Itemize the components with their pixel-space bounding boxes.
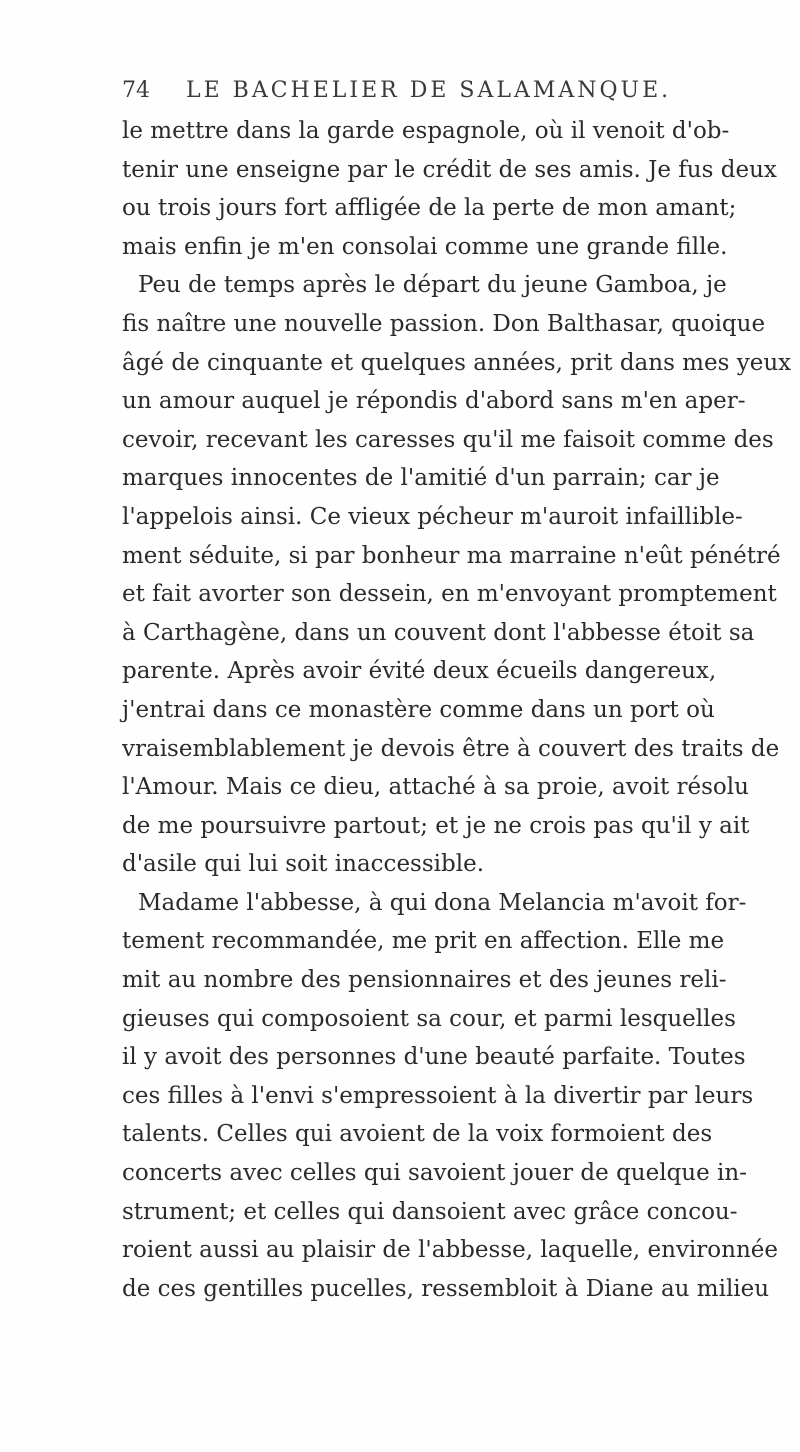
text-line: roient aussi au plaisir de l'abbesse, laquelle, environnée <box>122 1237 778 1264</box>
text-line: gieuses qui composoient sa cour, et parmi lesquelles <box>122 1005 736 1032</box>
page-number: 74 <box>122 78 150 103</box>
text-line: le mettre dans la garde espagnole, où il venoit d'ob- <box>122 118 730 144</box>
running-title: LE BACHELIER DE SALAMANQUE. <box>186 78 672 103</box>
text-line: l'Amour. Mais ce dieu, attaché à sa proie, avoit résolu <box>122 774 749 801</box>
text-line: marques innocentes de l'amitié d'un parrain; car je <box>122 465 720 492</box>
text-line: Madame l'abbesse, à qui dona Melancia m'avoit for- <box>138 889 747 916</box>
text-line: strument; et celles qui dansoient avec grâce concou- <box>122 1198 738 1225</box>
text-line: tenir une enseigne par le crédit de ses amis. Je fus deux <box>122 156 777 183</box>
text-line: d'asile qui lui soit inaccessible. <box>122 851 485 878</box>
text-line: vraisemblablement je devois être à couvert des traits de <box>122 735 780 762</box>
text-line: de me poursuivre partout; et je ne crois pas qu'il y ait <box>122 812 750 839</box>
body-text <box>122 112 792 1308</box>
text-line: j'entrai dans ce monastère comme dans un port où <box>122 696 715 723</box>
text-line: de ces gentilles pucelles, ressembloit à Diane au milieu <box>122 1275 770 1302</box>
text-line: concerts avec celles qui savoient jouer de quelque in- <box>122 1160 747 1187</box>
text-line: talents. Celles qui avoient de la voix formoient des <box>122 1121 713 1148</box>
text-line: parente. Après avoir évité deux écueils dangereux, <box>122 658 717 685</box>
text-line: l'appelois ainsi. Ce vieux pécheur m'auroit infaillible- <box>122 503 743 530</box>
text-line: un amour auquel je répondis d'abord sans m'en aper- <box>122 388 746 415</box>
text-line: tement recommandée, me prit en affection. Elle me <box>122 928 725 955</box>
text-line: à Carthagène, dans un couvent dont l'abbesse étoit sa <box>122 619 755 646</box>
text-line: ces filles à l'envi s'empressoient à la divertir par leurs <box>122 1082 754 1109</box>
text-line: il y avoit des personnes d'une beauté parfaite. Toutes <box>122 1044 746 1071</box>
running-header <box>122 78 672 108</box>
text-line: mit au nombre des pensionnaires et des jeunes reli- <box>122 967 727 994</box>
text-line: âgé de cinquante et quelques années, prit dans mes yeux <box>122 349 792 376</box>
text-line: ou trois jours fort affligée de la perte de mon amant; <box>122 195 737 222</box>
text-line: et fait avorter son dessein, en m'envoyant promptement <box>122 581 777 608</box>
text-line: ment séduite, si par bonheur ma marraine n'eût pénétré <box>122 542 781 569</box>
text-line: mais enfin je m'en consolai comme une grande fille. <box>122 233 728 260</box>
text-line: fis naître une nouvelle passion. Don Balthasar, quoique <box>122 310 766 337</box>
text-line: cevoir, recevant les caresses qu'il me faisoit comme des <box>122 426 774 453</box>
text-line: Peu de temps après le départ du jeune Gamboa, je <box>138 272 727 299</box>
